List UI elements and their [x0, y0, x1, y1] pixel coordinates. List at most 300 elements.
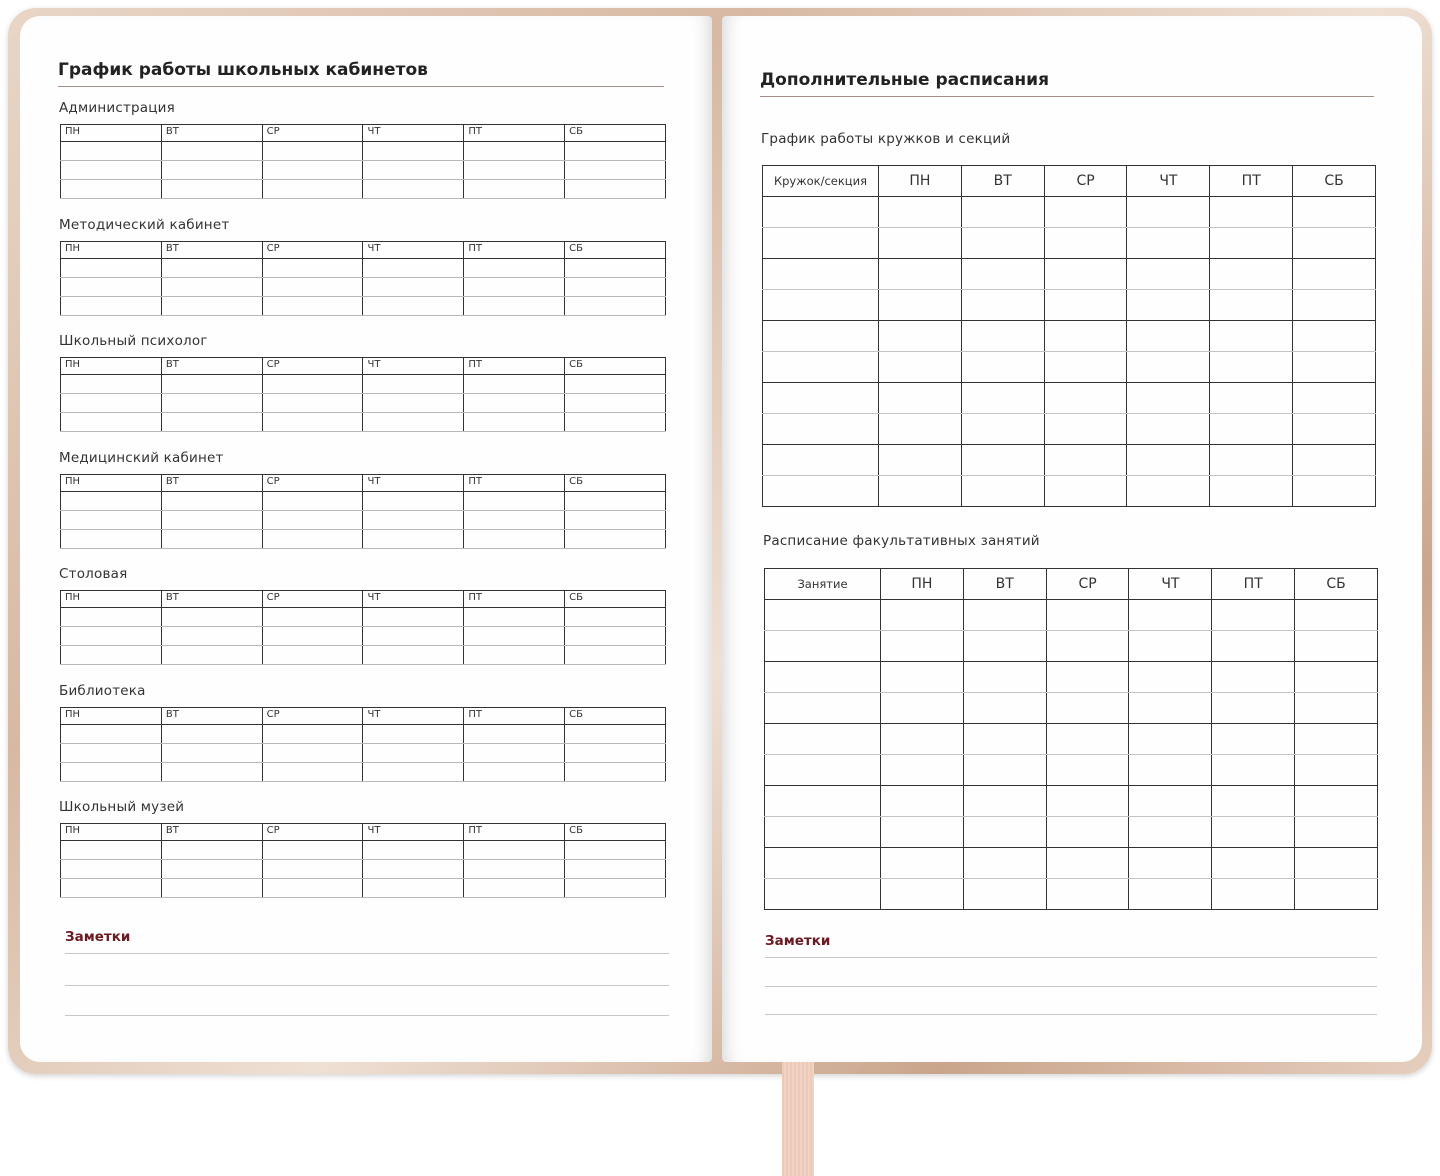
schedule-cell[interactable]: [565, 258, 666, 277]
schedule-cell[interactable]: [363, 762, 464, 781]
schedule-cell[interactable]: [1293, 197, 1376, 228]
schedule-cell[interactable]: [963, 631, 1046, 662]
schedule-cell[interactable]: [1212, 662, 1295, 693]
schedule-cell[interactable]: [262, 180, 363, 199]
schedule-cell[interactable]: [1046, 631, 1129, 662]
section-label: Столовая: [59, 566, 128, 582]
schedule-cell[interactable]: [565, 879, 666, 898]
schedule-cell[interactable]: [161, 529, 262, 548]
section-label: Библиотека: [59, 682, 146, 699]
schedule-cell[interactable]: [161, 879, 262, 898]
schedule-cell[interactable]: [363, 608, 464, 627]
schedule-cell[interactable]: [963, 600, 1046, 631]
schedule-cell[interactable]: [765, 879, 881, 910]
schedule-cell[interactable]: [1044, 383, 1127, 414]
schedule-cell[interactable]: [161, 646, 262, 665]
day-header: СБ: [1293, 166, 1376, 197]
schedule-cell[interactable]: [1046, 662, 1129, 693]
schedule-cell[interactable]: [881, 817, 964, 848]
schedule-cell[interactable]: [963, 755, 1046, 786]
schedule-cell[interactable]: [765, 693, 881, 724]
day-header: ВТ: [161, 474, 262, 491]
schedule-cell[interactable]: [879, 352, 962, 383]
first-column-header: Занятие: [765, 569, 881, 600]
schedule-cell[interactable]: [363, 413, 464, 432]
schedule-cell[interactable]: [765, 786, 881, 817]
schedule-cell[interactable]: [363, 646, 464, 665]
schedule-cell[interactable]: [1044, 290, 1127, 321]
schedule-cell[interactable]: [262, 529, 363, 548]
schedule-cell[interactable]: [464, 841, 565, 860]
schedule-cell[interactable]: [1044, 228, 1127, 259]
schedule-cell[interactable]: [1046, 693, 1129, 724]
schedule-cell[interactable]: [1293, 352, 1376, 383]
schedule-cell[interactable]: [763, 352, 879, 383]
schedule-cell[interactable]: [1044, 476, 1127, 507]
day-header: ПН: [61, 824, 162, 841]
schedule-cell[interactable]: [879, 383, 962, 414]
schedule-cell[interactable]: [262, 394, 363, 413]
schedule-cell[interactable]: [565, 627, 666, 646]
schedule-cell[interactable]: [262, 277, 363, 296]
schedule-cell[interactable]: [1044, 414, 1127, 445]
schedule-cell[interactable]: [363, 491, 464, 510]
note-line: [65, 1015, 669, 1016]
schedule-cell[interactable]: [61, 277, 162, 296]
schedule-cell[interactable]: [61, 394, 162, 413]
schedule-cell[interactable]: [464, 743, 565, 762]
schedule-cell[interactable]: [363, 277, 464, 296]
schedule-cell[interactable]: [161, 277, 262, 296]
schedule-cell[interactable]: [565, 142, 666, 161]
schedule-cell[interactable]: [765, 600, 881, 631]
schedule-cell[interactable]: [262, 608, 363, 627]
schedule-cell[interactable]: [1044, 321, 1127, 352]
schedule-cell[interactable]: [61, 413, 162, 432]
schedule-cell[interactable]: [763, 383, 879, 414]
schedule-cell[interactable]: [1129, 817, 1212, 848]
schedule-cell[interactable]: [161, 762, 262, 781]
schedule-cell[interactable]: [1212, 693, 1295, 724]
schedule-cell[interactable]: [464, 375, 565, 394]
schedule-cell[interactable]: [1210, 228, 1293, 259]
schedule-cell[interactable]: [464, 161, 565, 180]
schedule-cell[interactable]: [763, 197, 879, 228]
schedule-cell[interactable]: [262, 413, 363, 432]
schedule-cell[interactable]: [1046, 755, 1129, 786]
schedule-cell[interactable]: [262, 296, 363, 315]
schedule-cell[interactable]: [565, 413, 666, 432]
schedule-cell[interactable]: [363, 180, 464, 199]
schedule-cell[interactable]: [879, 445, 962, 476]
day-header: ПТ: [464, 241, 565, 258]
schedule-cell[interactable]: [1212, 879, 1295, 910]
schedule-cell[interactable]: [61, 860, 162, 879]
schedule-cell[interactable]: [61, 743, 162, 762]
schedule-cell[interactable]: [61, 491, 162, 510]
schedule-cell[interactable]: [1293, 321, 1376, 352]
schedule-cell[interactable]: [61, 510, 162, 529]
schedule-cell[interactable]: [464, 724, 565, 743]
schedule-cell[interactable]: [881, 879, 964, 910]
schedule-cell[interactable]: [161, 510, 262, 529]
schedule-cell[interactable]: [1129, 600, 1212, 631]
schedule-cell[interactable]: [961, 445, 1044, 476]
schedule-cell[interactable]: [565, 161, 666, 180]
schedule-cell[interactable]: [262, 762, 363, 781]
schedule-cell[interactable]: [961, 259, 1044, 290]
schedule-cell[interactable]: [464, 510, 565, 529]
schedule-cell[interactable]: [879, 290, 962, 321]
schedule-cell[interactable]: [879, 259, 962, 290]
schedule-cell[interactable]: [881, 600, 964, 631]
schedule-cell[interactable]: [1210, 414, 1293, 445]
office-schedule-table: [60, 823, 666, 898]
schedule-cell[interactable]: [565, 394, 666, 413]
schedule-cell[interactable]: [1129, 848, 1212, 879]
schedule-cell[interactable]: [161, 413, 262, 432]
day-header: ПН: [61, 125, 162, 142]
schedule-cell[interactable]: [565, 646, 666, 665]
day-header: ПТ: [464, 125, 565, 142]
schedule-cell[interactable]: [1129, 662, 1212, 693]
schedule-cell[interactable]: [1210, 259, 1293, 290]
schedule-cell[interactable]: [881, 693, 964, 724]
schedule-cell[interactable]: [763, 476, 879, 507]
schedule-cell[interactable]: [262, 258, 363, 277]
schedule-cell[interactable]: [161, 608, 262, 627]
schedule-cell[interactable]: [464, 394, 565, 413]
schedule-cell[interactable]: [464, 608, 565, 627]
schedule-cell[interactable]: [61, 627, 162, 646]
day-header: СР: [262, 707, 363, 724]
schedule-cell[interactable]: [879, 228, 962, 259]
day-header: ПТ: [1212, 569, 1295, 600]
schedule-cell[interactable]: [161, 258, 262, 277]
schedule-cell[interactable]: [161, 142, 262, 161]
schedule-cell[interactable]: [565, 762, 666, 781]
schedule-cell[interactable]: [963, 879, 1046, 910]
schedule-cell[interactable]: [1293, 383, 1376, 414]
schedule-cell[interactable]: [963, 848, 1046, 879]
schedule-cell[interactable]: [363, 394, 464, 413]
schedule-cell[interactable]: [961, 383, 1044, 414]
schedule-cell[interactable]: [363, 841, 464, 860]
schedule-cell[interactable]: [161, 841, 262, 860]
schedule-cell[interactable]: [1129, 786, 1212, 817]
schedule-cell[interactable]: [1210, 352, 1293, 383]
schedule-cell[interactable]: [1127, 290, 1210, 321]
schedule-cell[interactable]: [1295, 879, 1378, 910]
schedule-cell[interactable]: [1293, 414, 1376, 445]
schedule-cell[interactable]: [262, 491, 363, 510]
schedule-cell[interactable]: [61, 646, 162, 665]
schedule-cell[interactable]: [161, 724, 262, 743]
schedule-cell[interactable]: [1295, 631, 1378, 662]
schedule-cell[interactable]: [1212, 786, 1295, 817]
schedule-cell[interactable]: [363, 529, 464, 548]
note-line: [65, 985, 669, 986]
schedule-cell[interactable]: [565, 277, 666, 296]
schedule-cell[interactable]: [363, 627, 464, 646]
schedule-cell[interactable]: [1127, 352, 1210, 383]
schedule-cell[interactable]: [1212, 600, 1295, 631]
schedule-cell[interactable]: [963, 786, 1046, 817]
schedule-cell[interactable]: [464, 296, 565, 315]
schedule-cell[interactable]: [763, 445, 879, 476]
schedule-cell[interactable]: [1212, 817, 1295, 848]
schedule-cell[interactable]: [961, 228, 1044, 259]
schedule-cell[interactable]: [765, 724, 881, 755]
day-header: СБ: [565, 707, 666, 724]
schedule-cell[interactable]: [161, 180, 262, 199]
schedule-cell[interactable]: [1210, 321, 1293, 352]
schedule-cell[interactable]: [61, 841, 162, 860]
day-header: СБ: [565, 824, 666, 841]
schedule-cell[interactable]: [1210, 290, 1293, 321]
schedule-cell[interactable]: [464, 860, 565, 879]
section-label: Администрация: [59, 100, 175, 116]
schedule-cell[interactable]: [363, 510, 464, 529]
schedule-cell[interactable]: [1129, 631, 1212, 662]
schedule-cell[interactable]: [1293, 259, 1376, 290]
schedule-cell[interactable]: [1293, 476, 1376, 507]
clubs-table: [762, 165, 1376, 507]
schedule-cell[interactable]: [61, 608, 162, 627]
schedule-cell[interactable]: [363, 296, 464, 315]
schedule-cell[interactable]: [1044, 259, 1127, 290]
day-header: СБ: [565, 474, 666, 491]
schedule-cell[interactable]: [565, 375, 666, 394]
schedule-cell[interactable]: [963, 817, 1046, 848]
schedule-cell[interactable]: [1046, 879, 1129, 910]
schedule-cell[interactable]: [1127, 414, 1210, 445]
schedule-cell[interactable]: [1295, 600, 1378, 631]
schedule-cell[interactable]: [565, 491, 666, 510]
schedule-cell[interactable]: [1129, 693, 1212, 724]
schedule-cell[interactable]: [1127, 321, 1210, 352]
schedule-cell[interactable]: [765, 755, 881, 786]
schedule-cell[interactable]: [1129, 724, 1212, 755]
schedule-cell[interactable]: [565, 529, 666, 548]
day-header: СБ: [565, 125, 666, 142]
schedule-cell[interactable]: [1295, 724, 1378, 755]
schedule-cell[interactable]: [61, 529, 162, 548]
schedule-cell[interactable]: [565, 510, 666, 529]
schedule-cell[interactable]: [1212, 755, 1295, 786]
schedule-cell[interactable]: [262, 161, 363, 180]
schedule-cell[interactable]: [765, 848, 881, 879]
schedule-cell[interactable]: [61, 724, 162, 743]
schedule-cell[interactable]: [464, 879, 565, 898]
schedule-cell[interactable]: [1210, 445, 1293, 476]
schedule-cell[interactable]: [161, 860, 262, 879]
day-header: ПТ: [464, 824, 565, 841]
schedule-cell[interactable]: [1044, 445, 1127, 476]
schedule-cell[interactable]: [1044, 352, 1127, 383]
schedule-cell[interactable]: [161, 491, 262, 510]
schedule-cell[interactable]: [262, 879, 363, 898]
schedule-cell[interactable]: [565, 608, 666, 627]
day-header: СР: [262, 824, 363, 841]
schedule-cell[interactable]: [464, 258, 565, 277]
schedule-cell[interactable]: [1212, 631, 1295, 662]
schedule-cell[interactable]: [262, 510, 363, 529]
schedule-cell[interactable]: [1295, 662, 1378, 693]
schedule-cell[interactable]: [464, 646, 565, 665]
day-header: СБ: [565, 241, 666, 258]
schedule-cell[interactable]: [363, 258, 464, 277]
schedule-cell[interactable]: [363, 375, 464, 394]
schedule-cell[interactable]: [881, 724, 964, 755]
schedule-cell[interactable]: [161, 296, 262, 315]
schedule-cell[interactable]: [262, 375, 363, 394]
note-line: [765, 986, 1377, 987]
schedule-cell[interactable]: [464, 529, 565, 548]
schedule-cell[interactable]: [262, 646, 363, 665]
schedule-cell[interactable]: [363, 142, 464, 161]
schedule-cell[interactable]: [881, 786, 964, 817]
electives-section-label: Расписание факультативных занятий: [763, 533, 1040, 549]
schedule-cell[interactable]: [763, 259, 879, 290]
schedule-cell[interactable]: [1212, 848, 1295, 879]
schedule-cell[interactable]: [464, 762, 565, 781]
schedule-cell[interactable]: [363, 724, 464, 743]
schedule-cell[interactable]: [1127, 197, 1210, 228]
schedule-cell[interactable]: [61, 375, 162, 394]
schedule-cell[interactable]: [565, 296, 666, 315]
schedule-cell[interactable]: [565, 841, 666, 860]
schedule-cell[interactable]: [1046, 724, 1129, 755]
schedule-cell[interactable]: [565, 860, 666, 879]
schedule-cell[interactable]: [1293, 445, 1376, 476]
schedule-cell[interactable]: [1295, 693, 1378, 724]
schedule-cell[interactable]: [464, 277, 565, 296]
schedule-cell[interactable]: [565, 724, 666, 743]
schedule-cell[interactable]: [765, 817, 881, 848]
schedule-cell[interactable]: [565, 180, 666, 199]
schedule-cell[interactable]: [963, 724, 1046, 755]
schedule-cell[interactable]: [1046, 848, 1129, 879]
day-header: ПТ: [464, 358, 565, 375]
schedule-cell[interactable]: [961, 321, 1044, 352]
schedule-cell[interactable]: [262, 841, 363, 860]
day-header: СБ: [565, 591, 666, 608]
schedule-cell[interactable]: [61, 296, 162, 315]
day-header: ЧТ: [363, 591, 464, 608]
schedule-cell[interactable]: [961, 352, 1044, 383]
schedule-cell[interactable]: [961, 476, 1044, 507]
schedule-cell[interactable]: [161, 394, 262, 413]
schedule-cell[interactable]: [1129, 755, 1212, 786]
day-header: СР: [262, 241, 363, 258]
schedule-cell[interactable]: [879, 414, 962, 445]
schedule-cell[interactable]: [161, 161, 262, 180]
schedule-cell[interactable]: [262, 743, 363, 762]
schedule-cell[interactable]: [1293, 228, 1376, 259]
schedule-cell[interactable]: [1129, 879, 1212, 910]
schedule-cell[interactable]: [363, 879, 464, 898]
schedule-cell[interactable]: [61, 161, 162, 180]
schedule-cell[interactable]: [1046, 786, 1129, 817]
schedule-cell[interactable]: [881, 631, 964, 662]
schedule-cell[interactable]: [1295, 755, 1378, 786]
schedule-cell[interactable]: [1127, 259, 1210, 290]
schedule-cell[interactable]: [1295, 817, 1378, 848]
schedule-cell[interactable]: [765, 662, 881, 693]
schedule-cell[interactable]: [1044, 197, 1127, 228]
day-header: ПТ: [464, 591, 565, 608]
schedule-cell[interactable]: [881, 755, 964, 786]
schedule-cell[interactable]: [1046, 817, 1129, 848]
schedule-cell[interactable]: [61, 142, 162, 161]
bookmark-ribbon: [782, 1062, 814, 1176]
schedule-cell[interactable]: [763, 321, 879, 352]
schedule-cell[interactable]: [464, 491, 565, 510]
schedule-cell[interactable]: [1127, 476, 1210, 507]
schedule-cell[interactable]: [961, 197, 1044, 228]
day-header: ЧТ: [363, 241, 464, 258]
schedule-cell[interactable]: [61, 762, 162, 781]
schedule-cell[interactable]: [262, 142, 363, 161]
schedule-cell[interactable]: [363, 743, 464, 762]
schedule-cell[interactable]: [1127, 228, 1210, 259]
schedule-cell[interactable]: [879, 197, 962, 228]
schedule-cell[interactable]: [963, 662, 1046, 693]
schedule-cell[interactable]: [565, 743, 666, 762]
schedule-cell[interactable]: [1210, 476, 1293, 507]
schedule-cell[interactable]: [879, 321, 962, 352]
schedule-cell[interactable]: [961, 414, 1044, 445]
schedule-cell[interactable]: [1046, 600, 1129, 631]
schedule-cell[interactable]: [61, 180, 162, 199]
schedule-cell[interactable]: [879, 476, 962, 507]
schedule-cell[interactable]: [464, 180, 565, 199]
schedule-cell[interactable]: [464, 142, 565, 161]
schedule-cell[interactable]: [161, 375, 262, 394]
electives-table: [764, 568, 1378, 910]
schedule-cell[interactable]: [1210, 197, 1293, 228]
schedule-cell[interactable]: [262, 860, 363, 879]
schedule-cell[interactable]: [1293, 290, 1376, 321]
schedule-cell[interactable]: [61, 879, 162, 898]
schedule-cell[interactable]: [161, 743, 262, 762]
schedule-cell[interactable]: [1295, 848, 1378, 879]
schedule-cell[interactable]: [963, 693, 1046, 724]
schedule-cell[interactable]: [363, 161, 464, 180]
schedule-cell[interactable]: [464, 413, 565, 432]
day-header: СР: [1046, 569, 1129, 600]
schedule-cell[interactable]: [1127, 383, 1210, 414]
schedule-cell[interactable]: [881, 662, 964, 693]
schedule-cell[interactable]: [61, 258, 162, 277]
schedule-cell[interactable]: [763, 414, 879, 445]
schedule-cell[interactable]: [1212, 724, 1295, 755]
schedule-cell[interactable]: [765, 631, 881, 662]
schedule-cell[interactable]: [262, 627, 363, 646]
schedule-cell[interactable]: [1210, 383, 1293, 414]
schedule-cell[interactable]: [464, 627, 565, 646]
schedule-cell[interactable]: [763, 290, 879, 321]
schedule-cell[interactable]: [1295, 786, 1378, 817]
schedule-cell[interactable]: [262, 724, 363, 743]
schedule-cell[interactable]: [161, 627, 262, 646]
schedule-cell[interactable]: [1127, 445, 1210, 476]
schedule-cell[interactable]: [363, 860, 464, 879]
schedule-cell[interactable]: [881, 848, 964, 879]
schedule-cell[interactable]: [961, 290, 1044, 321]
schedule-cell[interactable]: [763, 228, 879, 259]
